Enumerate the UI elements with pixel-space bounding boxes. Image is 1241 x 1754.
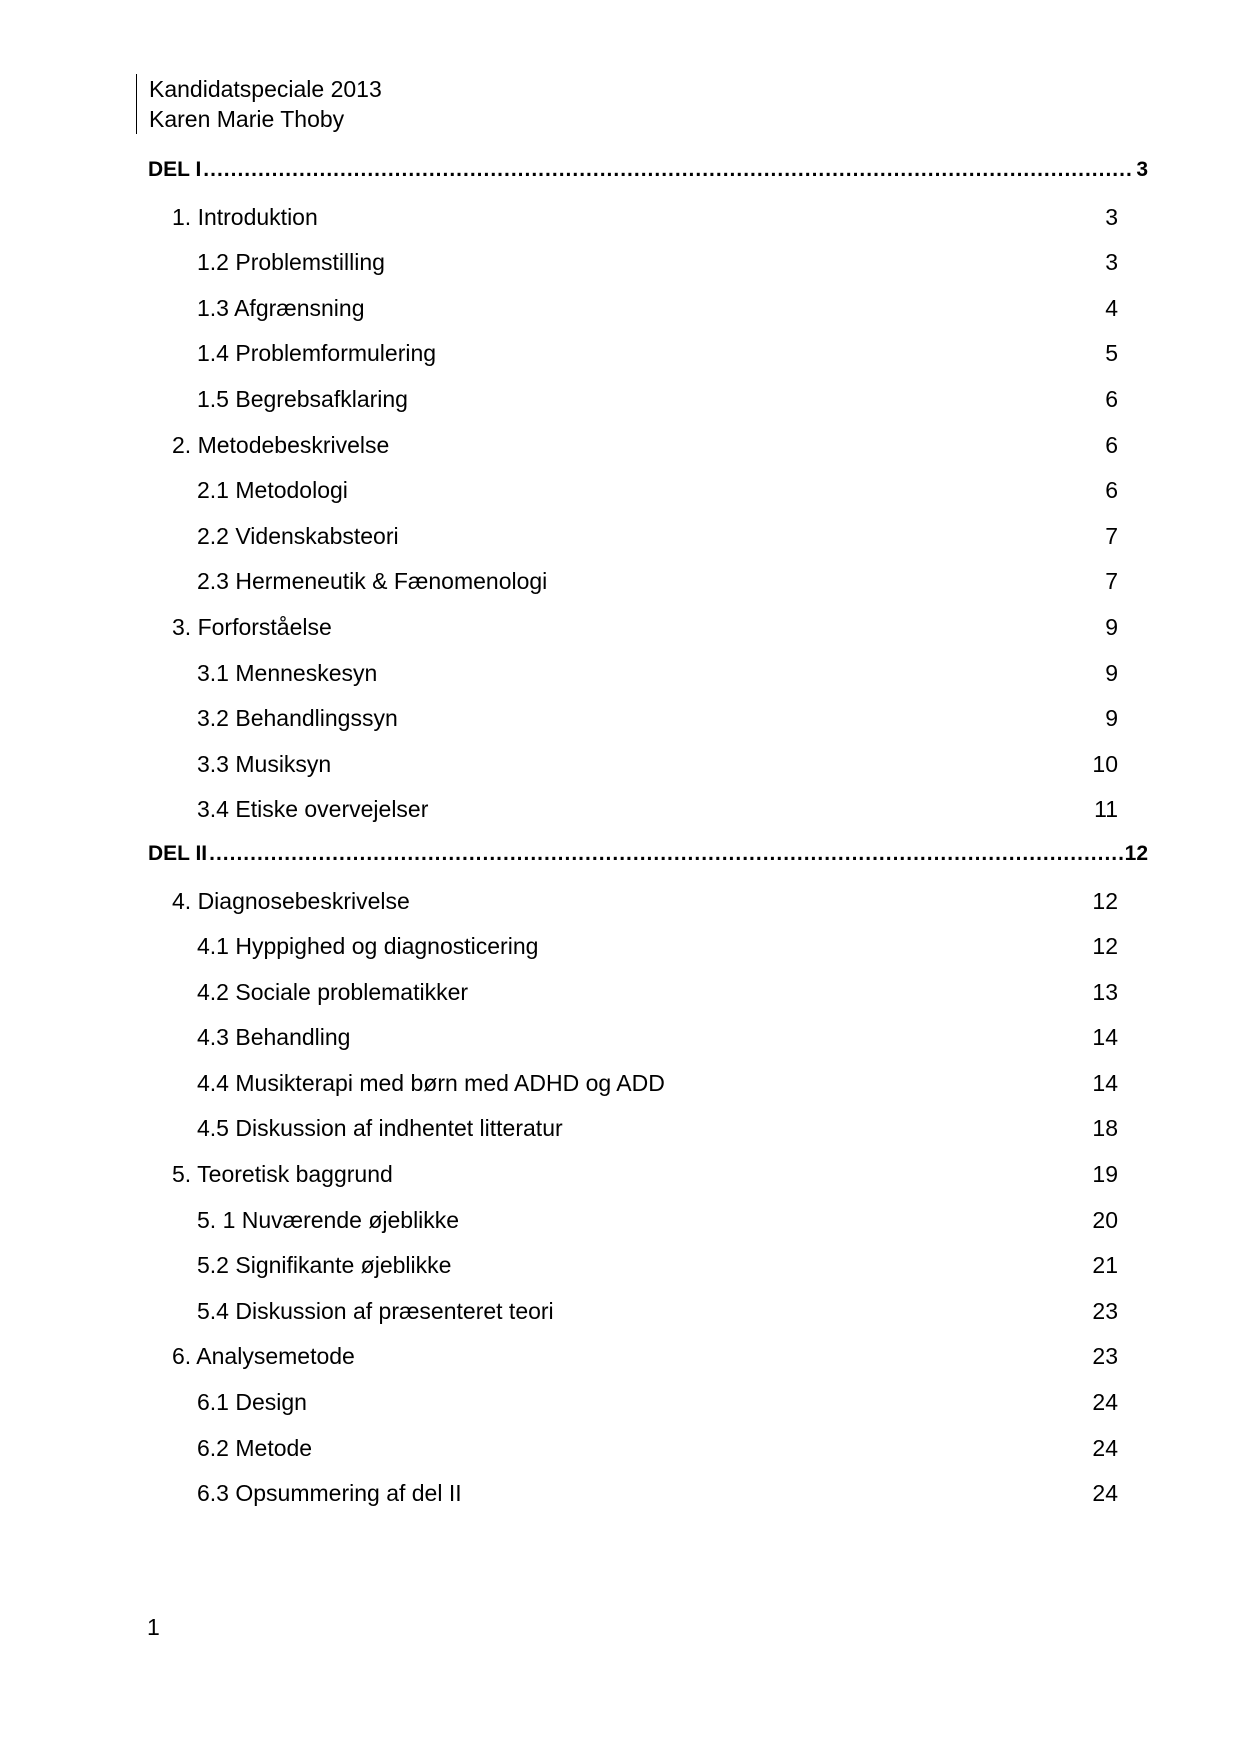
toc-page-number: 3: [1105, 249, 1118, 276]
toc-section-entry[interactable]: [148, 796, 1148, 842]
toc-page-number: 24: [1092, 1480, 1118, 1507]
toc-page-number: 24: [1092, 1389, 1118, 1416]
toc-page-number: 12: [1092, 933, 1118, 960]
toc-entry-title: 4.2 Sociale problematikker: [197, 978, 469, 1005]
toc-page-number: 19: [1092, 1161, 1118, 1188]
toc-dot-leader: [209, 842, 1123, 866]
toc-entry-title: 1.4 Problemformulering: [197, 340, 437, 367]
toc-section-entry[interactable]: [148, 568, 1148, 614]
toc-entry-title: 3.4 Etiske overvejelser: [197, 796, 429, 823]
toc-chapter-entry[interactable]: [148, 1161, 1148, 1207]
toc-section-entry[interactable]: [148, 1024, 1148, 1070]
toc-entry-title: 2.1 Metodologi: [197, 477, 348, 504]
toc-entry-title: 5.4 Diskussion af præsenteret teori: [197, 1297, 554, 1324]
header-line-author: Karen Marie Thoby: [149, 106, 345, 132]
toc-section-entry[interactable]: [148, 1207, 1148, 1253]
toc-page-number: 3: [1136, 158, 1148, 181]
toc-page-number: 18: [1092, 1115, 1118, 1142]
toc-entry-title: 3. Forforståelse: [172, 613, 332, 640]
toc-entry-title: 6. Analysemetode: [172, 1343, 355, 1370]
toc-entry-title: 1.3 Afgrænsning: [197, 294, 365, 321]
toc-chapter-entry[interactable]: [148, 888, 1148, 934]
toc-chapter-entry[interactable]: [148, 432, 1148, 478]
table-of-contents: [148, 158, 1148, 1526]
toc-page-number: 7: [1105, 568, 1118, 595]
toc-entry-title: 1.2 Problemstilling: [197, 249, 385, 276]
toc-section-entry[interactable]: [148, 1389, 1148, 1435]
toc-page-number: 9: [1105, 613, 1118, 640]
toc-chapter-entry[interactable]: [148, 614, 1148, 660]
toc-part-title: DEL II: [148, 841, 208, 865]
page-header: [136, 74, 382, 134]
toc-section-entry[interactable]: [148, 1435, 1148, 1481]
toc-entry-title: 1.5 Begrebsafklaring: [197, 385, 408, 412]
toc-part-title: DEL I: [148, 158, 202, 181]
toc-entry-title: 6.3 Opsummering af del II: [197, 1480, 462, 1507]
toc-section-entry[interactable]: [148, 1480, 1148, 1526]
toc-section-entry[interactable]: [148, 660, 1148, 706]
toc-entry-title: 3.1 Menneskesyn: [197, 659, 378, 686]
toc-section-entry[interactable]: [148, 1252, 1148, 1298]
toc-page-number: 23: [1092, 1297, 1118, 1324]
toc-page-number: 20: [1092, 1206, 1118, 1233]
toc-section-entry[interactable]: [148, 1115, 1148, 1161]
toc-page-number: 21: [1092, 1252, 1118, 1279]
toc-page-number: 13: [1092, 978, 1118, 1005]
toc-part-heading[interactable]: [148, 158, 1148, 204]
toc-entry-title: 3.2 Behandlingssyn: [197, 705, 398, 732]
toc-section-entry[interactable]: [148, 477, 1148, 523]
toc-page-number: 4: [1105, 294, 1118, 321]
toc-entry-title: 6.1 Design: [197, 1389, 307, 1416]
toc-page-number: 23: [1092, 1343, 1118, 1370]
toc-page-number: 14: [1092, 1024, 1118, 1051]
toc-page-number: 6: [1105, 431, 1118, 458]
toc-section-entry[interactable]: [148, 979, 1148, 1025]
toc-page-number: 5: [1105, 340, 1118, 367]
toc-page-number: 12: [1092, 887, 1118, 914]
toc-section-entry[interactable]: [148, 751, 1148, 797]
toc-entry-title: 3.3 Musiksyn: [197, 750, 332, 777]
toc-entry-title: 2. Metodebeskrivelse: [172, 431, 390, 458]
toc-page-number: 24: [1092, 1434, 1118, 1461]
toc-section-entry[interactable]: [148, 705, 1148, 751]
toc-entry-title: 1. Introduktion: [172, 203, 318, 230]
toc-entry-title: 4.3 Behandling: [197, 1024, 351, 1051]
toc-chapter-entry[interactable]: [148, 204, 1148, 250]
toc-page-number: 7: [1105, 522, 1118, 549]
toc-chapter-entry[interactable]: [148, 1343, 1148, 1389]
toc-entry-title: 4.4 Musikterapi med børn med ADHD og ADD: [197, 1069, 665, 1096]
toc-entry-title: 5. 1 Nuværende øjeblikke: [197, 1206, 460, 1233]
toc-dot-leader: [203, 158, 1134, 182]
toc-entry-title: 4.5 Diskussion af indhentet litteratur: [197, 1115, 563, 1142]
toc-part-heading[interactable]: [148, 842, 1148, 888]
toc-entry-title: 6.2 Metode: [197, 1434, 313, 1461]
toc-page-number: 14: [1092, 1069, 1118, 1096]
toc-entry-title: 5. Teoretisk baggrund: [172, 1161, 393, 1188]
toc-entry-title: 4.1 Hyppighed og diagnosticering: [197, 933, 539, 960]
toc-section-entry[interactable]: [148, 295, 1148, 341]
toc-section-entry[interactable]: [148, 1298, 1148, 1344]
toc-page-number: 3: [1105, 203, 1118, 230]
toc-entry-title: 2.2 Videnskabsteori: [197, 522, 399, 549]
toc-section-entry[interactable]: [148, 1070, 1148, 1116]
header-line-title: Kandidatspeciale 2013: [149, 76, 382, 102]
toc-section-entry[interactable]: [148, 933, 1148, 979]
toc-entry-title: 4. Diagnosebeskrivelse: [172, 887, 410, 914]
toc-page-number: 6: [1105, 477, 1118, 504]
toc-page-number: 10: [1092, 750, 1118, 777]
toc-page-number: 9: [1105, 705, 1118, 732]
toc-page-number: 6: [1105, 385, 1118, 412]
toc-entry-title: 2.3 Hermeneutik & Fænomenologi: [197, 568, 548, 595]
toc-section-entry[interactable]: [148, 340, 1148, 386]
toc-page-number: 9: [1105, 659, 1118, 686]
toc-page-number: 12: [1124, 841, 1148, 865]
toc-section-entry[interactable]: [148, 386, 1148, 432]
toc-section-entry[interactable]: [148, 249, 1148, 295]
toc-entry-title: 5.2 Signifikante øjeblikke: [197, 1252, 452, 1279]
toc-page-number: 11: [1094, 796, 1118, 823]
toc-section-entry[interactable]: [148, 523, 1148, 569]
footer-page-number: 1: [147, 1614, 160, 1640]
